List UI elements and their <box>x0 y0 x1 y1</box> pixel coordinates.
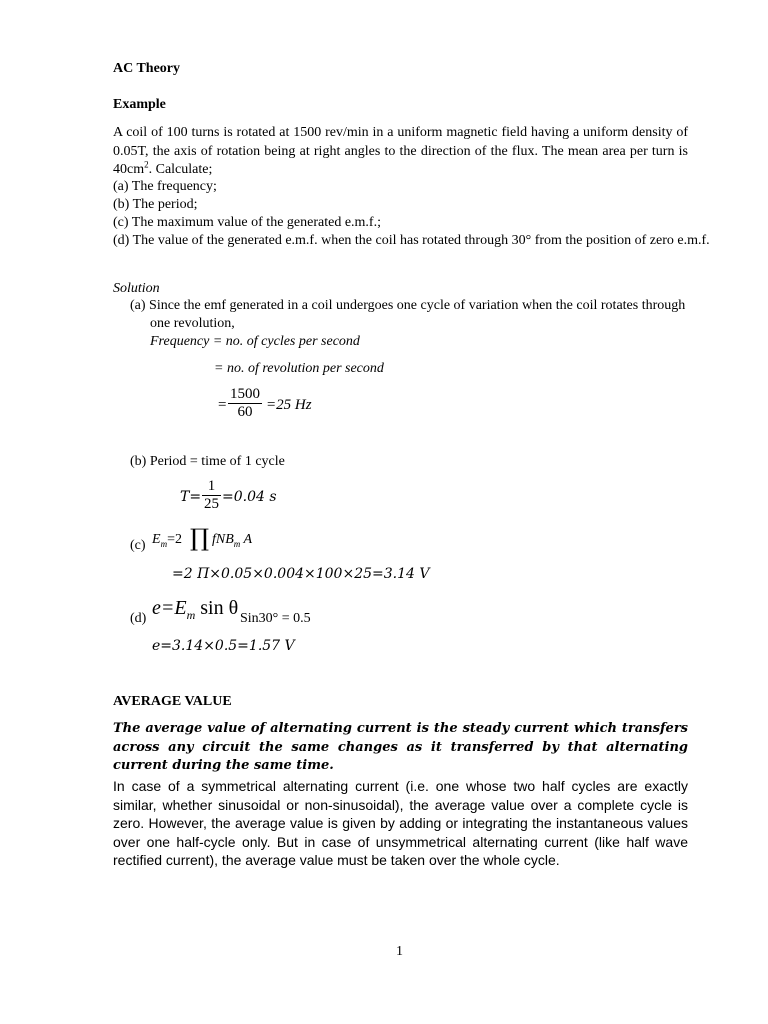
eq-a-numerator: 1500 <box>230 386 260 402</box>
eq-b-lhs: T= <box>180 489 202 505</box>
eq-b-fraction <box>202 478 221 513</box>
problem-item-d: (d) The value of the generated e.m.f. when the coil has rotated through 30° from the position of zero e.m.f. <box>113 233 710 248</box>
frequency-definition: Frequency = no. of cycles per second <box>150 334 360 349</box>
average-heading: AVERAGE VALUE <box>113 694 232 709</box>
problem-item-c: (c) The maximum value of the generated e.m.f.; <box>113 215 381 230</box>
eq-c-line2: =2 Π×0.05×0.004×100×25=3.14 V <box>172 566 430 582</box>
eq-d-line2: e=3.14×0.5=1.57 V <box>152 638 295 654</box>
solution-a-text: (a) Since the emf generated in a coil undergoes one cycle of variation when the coil rotates through one revolution, <box>130 298 686 331</box>
average-body: In case of a symmetrical alternating current (i.e. one whose two half cycles are exactly similar, whether sinusoidal or non-sinusoidal), the average value over a complete cycle is zero. However, the average value is given by adding or integrating the instantaneous values over one half-cycle only. But in case of unsymmetrical alternating current (like half wave rectified current), the average value must be taken over the whole cycle. <box>113 778 688 869</box>
eq-c-line1-rest: fNB$_m$ A <box>212 532 253 549</box>
eq-b-numerator: 1 <box>202 478 221 496</box>
page-title: AC Theory <box>113 61 181 76</box>
eq-a-prefix: = <box>218 397 227 413</box>
example-heading: Example <box>113 97 166 112</box>
solution-b-text: (b) Period = time of 1 cycle <box>130 454 285 469</box>
eq-b-result: =0.04 s <box>222 489 277 505</box>
eq-c-line1: $E_m=2$ <box>152 532 182 549</box>
problem-item-b: (b) The period; <box>113 197 198 212</box>
page-number: 1 <box>396 944 403 959</box>
problem-item-a: (a) The frequency; <box>113 179 217 194</box>
eq-a-result: =25 Hz <box>266 397 312 413</box>
eq-a-denominator: 60 <box>237 404 253 420</box>
eq-b-denominator: 25 <box>204 496 219 512</box>
solution-heading: Solution <box>113 281 160 296</box>
product-symbol: ∏ <box>190 524 210 552</box>
average-definition: The average value of alternating current is the steady current which transfers across any circuit the same changes as it transferred by that alternating current during the same time. <box>113 721 688 774</box>
eq-a-fraction <box>228 386 262 421</box>
solution-d-label: (d) <box>130 611 147 626</box>
problem-intro: A coil of 100 turns is rotated at 1500 rev/min in a uniform magnetic field having a uniform density of 0.05T, the axis of rotation being at right angles to the direction of the flux. The mean area per turn is $40cm^2$. Calculate; <box>113 125 688 178</box>
sin30-note: Sin30° = 0.5 <box>240 611 311 626</box>
solution-c-label: (c) <box>130 538 146 553</box>
eq-d-line1: $e=E_m$ sin θ <box>152 597 239 622</box>
frequency-revolution: = no. of revolution per second <box>214 361 384 376</box>
